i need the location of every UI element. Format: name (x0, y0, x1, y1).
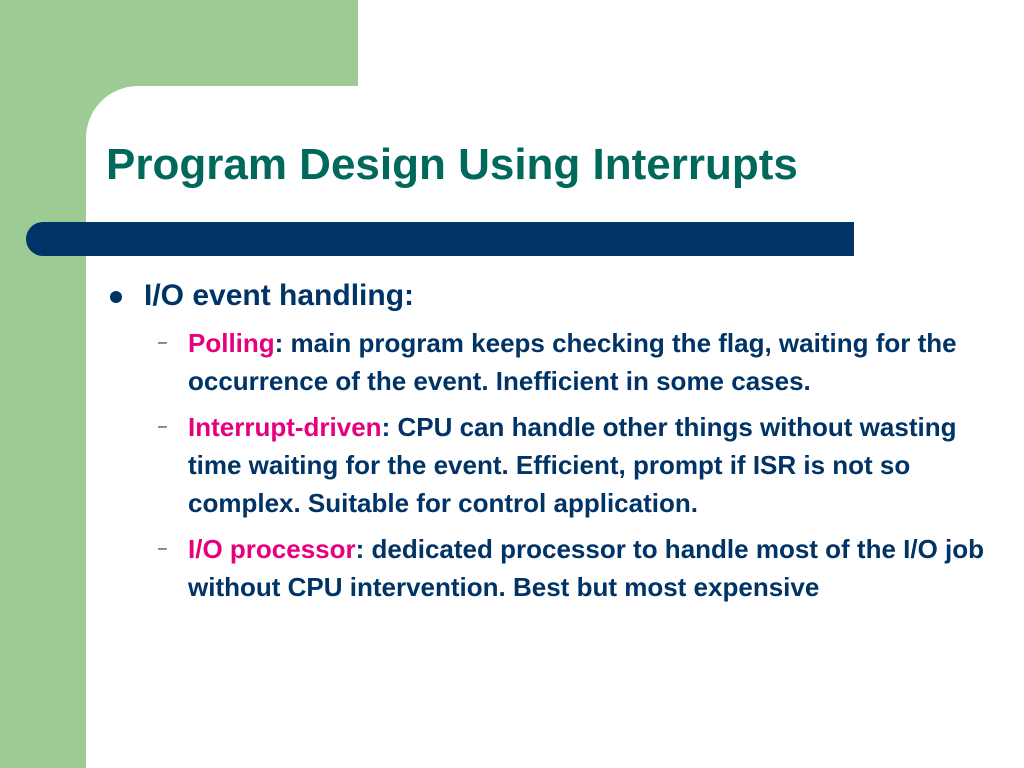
slide-title: Program Design Using Interrupts (106, 140, 798, 189)
sub-bullet-term: Interrupt-driven (188, 412, 382, 442)
sub-bullet-term: Polling (188, 328, 275, 358)
title-underline-bar (26, 222, 854, 256)
sub-bullet-io-processor (106, 530, 1016, 606)
sub-bullet-polling (106, 324, 1016, 400)
bullet-text: I/O event handling: (144, 279, 415, 312)
bullet-item (106, 276, 1016, 316)
bullet-dot-icon (110, 291, 122, 303)
sub-bullet-text: : main program keeps checking the flag, waiting for the occurrence of the event. Inefficient in some cases. (188, 328, 957, 396)
dash-icon: – (158, 334, 167, 351)
sub-bullet-interrupt-driven (106, 408, 1016, 522)
sub-bullet-list (106, 324, 1016, 606)
dash-icon: – (158, 418, 167, 435)
sub-bullet-text: : dedicated processor to handle most of the I/O job without CPU intervention. Best but most expensive (188, 534, 985, 602)
sub-bullet-term: I/O processor (188, 534, 356, 564)
dash-icon: – (158, 540, 167, 557)
slide-body (106, 276, 1016, 614)
sub-bullet-text: : CPU can handle other things without wasting time waiting for the event. Efficient, prompt if ISR is not so complex. Suitable for control application. (188, 412, 957, 518)
